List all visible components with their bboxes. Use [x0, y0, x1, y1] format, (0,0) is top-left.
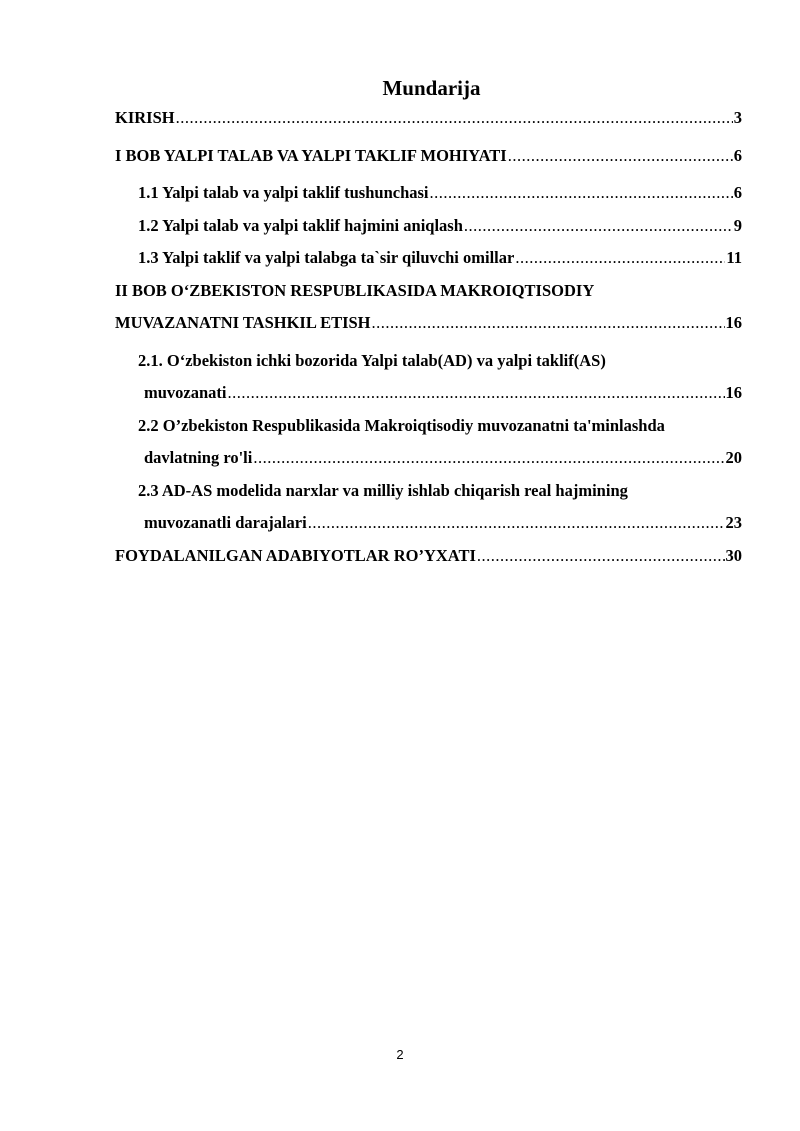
page-number: 2	[396, 1047, 404, 1062]
toc-entry-page: 20	[725, 448, 742, 467]
toc-leader-dots	[228, 377, 725, 410]
toc-entry-section-1-2	[115, 210, 742, 243]
toc-entry-text: 1.2 Yalpi talab va yalpi taklif hajmini aniqlash	[138, 215, 463, 235]
toc-entry-text: KIRISH	[115, 108, 175, 127]
toc-entry-text-line-1: 2.1. O‘zbekiston ichki bozorida Yalpi talab(AD) va yalpi taklif(AS)	[138, 350, 606, 370]
toc-entry-section-2-2	[115, 410, 742, 475]
toc-entry-page: 9	[733, 215, 742, 235]
toc-entry-section-2-3	[115, 475, 742, 540]
toc-entry-text-line-2: MUVAZANATNI TASHKIL ETISH	[115, 313, 371, 332]
toc-entry-page: 23	[725, 513, 742, 532]
toc-entry-text-line-2: davlatning ro'li	[144, 448, 253, 467]
toc-entry-text-line-1: 2.2 O’zbekiston Respublikasida Makroiqtisodiy muvozanatni ta'minlashda	[138, 415, 665, 435]
toc-leader-dots	[515, 242, 725, 275]
toc-entry-text: 1.3 Yalpi taklif va yalpi talabga ta`sir qiluvchi omillar	[138, 248, 515, 267]
toc-entry-references	[115, 540, 742, 573]
toc-entry-chapter-2	[115, 275, 742, 340]
toc-leader-dots	[464, 210, 733, 243]
toc-leader-dots	[372, 307, 725, 340]
toc-leader-dots	[508, 140, 733, 173]
page-title: Mundarija	[382, 76, 481, 100]
toc-entry-page: 16	[725, 313, 742, 332]
toc-leader-dots	[253, 442, 724, 475]
toc-entry-text: I BOB YALPI TALAB VA YALPI TAKLIF MOHIYATI	[115, 145, 507, 165]
toc-entry-page: 6	[733, 145, 742, 165]
toc-entry-kirish	[115, 102, 742, 135]
toc-entry-text: FOYDALANILGAN ADABIYOTLAR RO’YXATI	[115, 545, 476, 565]
document-page	[115, 74, 742, 572]
toc-entry-page: 11	[726, 248, 742, 267]
toc-entry-chapter-1	[115, 140, 742, 173]
toc-entry-text-line-2: muvozanatli darajalari	[144, 513, 307, 532]
toc-entry-page: 16	[725, 383, 742, 402]
toc-entry-section-2-1	[115, 345, 742, 410]
toc-entry-text-line-1: II BOB O‘ZBEKISTON RESPUBLIKASIDA MAKROIQTISODIY	[115, 280, 595, 300]
toc-entry-text: 1.1 Yalpi talab va yalpi taklif tushunchasi	[138, 183, 429, 202]
toc-entry-page: 3	[733, 108, 742, 127]
table-of-contents	[115, 102, 742, 572]
toc-entry-section-1-3	[115, 242, 742, 275]
toc-entry-page: 30	[725, 545, 742, 565]
toc-entry-section-1-1	[115, 177, 742, 210]
toc-leader-dots	[430, 177, 733, 210]
toc-leader-dots	[477, 540, 725, 573]
toc-entry-text-line-2: muvozanati	[144, 383, 227, 402]
toc-entry-text-line-1: 2.3 AD-AS modelida narxlar va milliy ishlab chiqarish real hajmining	[138, 480, 628, 500]
toc-leader-dots	[308, 507, 725, 540]
toc-entry-page: 6	[733, 183, 742, 202]
toc-leader-dots	[176, 102, 733, 135]
